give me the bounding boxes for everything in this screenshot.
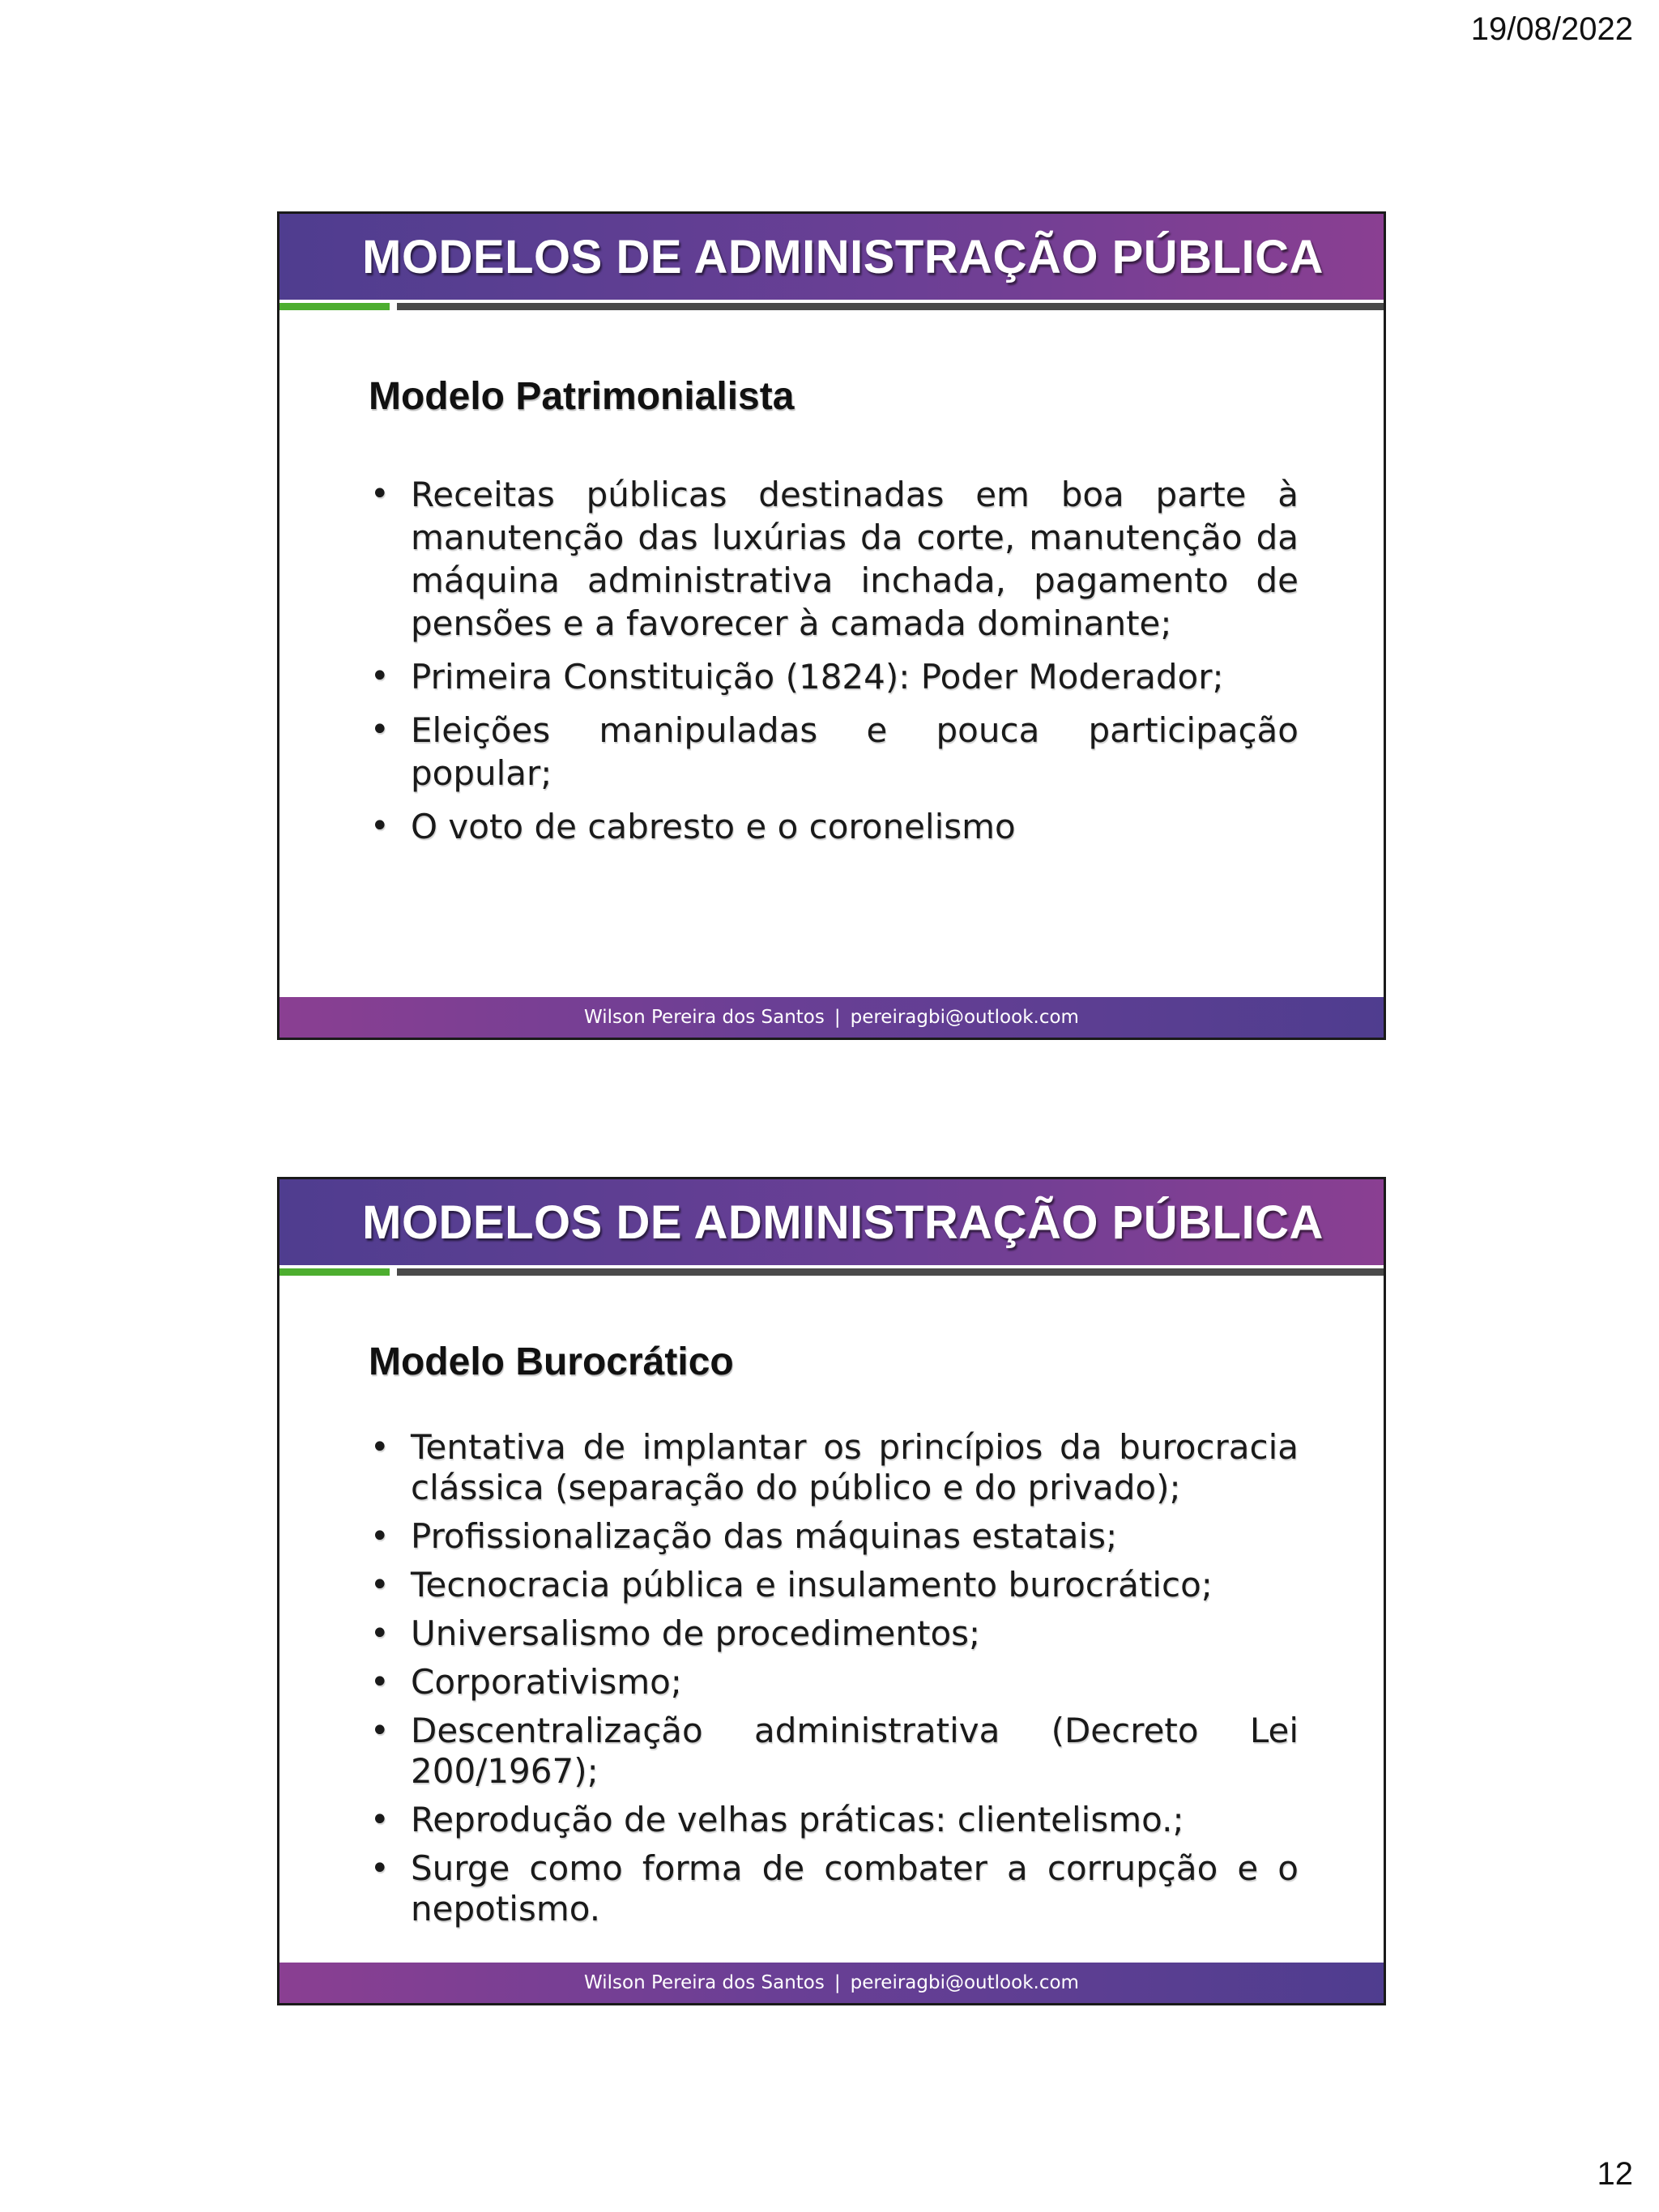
- slide-subtitle: Modelo Patrimonialista: [369, 375, 795, 418]
- page-date: 19/08/2022: [1470, 11, 1633, 47]
- accent-bar-green: [279, 303, 390, 310]
- bullet-item: • Primeira Constituição (1824): Poder Moderador;: [370, 657, 1224, 697]
- bullet-item: • Surge como forma de combater a corrupção e o nepotismo.: [370, 1848, 1299, 1929]
- slide-header: [279, 214, 1384, 300]
- bullet-icon: •: [370, 1615, 390, 1652]
- slide-burocratico: [277, 1177, 1386, 2005]
- bullet-item: • Corporativismo;: [370, 1662, 682, 1702]
- slide-subtitle: Modelo Burocrático: [369, 1340, 734, 1383]
- accent-bar-gray: [397, 303, 1384, 310]
- slide-title: MODELOS DE ADMINISTRAÇÃO PÚBLICA: [362, 230, 1324, 283]
- bullet-icon: •: [370, 475, 390, 513]
- accent-bar-green: [279, 1268, 390, 1276]
- footer-email: pereiragbi@outlook.com: [850, 1972, 1079, 1993]
- slide-header: [279, 1179, 1384, 1265]
- footer-author: Wilson Pereira dos Santos: [584, 1972, 825, 1993]
- bullet-icon: •: [370, 658, 390, 695]
- bullet-item: • Tecnocracia pública e insulamento burocrático;: [370, 1565, 1213, 1605]
- bullet-list: [369, 1427, 1299, 1937]
- bullet-icon: •: [370, 711, 390, 748]
- footer-separator: |: [834, 1972, 841, 1993]
- bullet-item: • Universalismo de procedimentos;: [370, 1613, 981, 1653]
- page-number: 12: [1597, 2156, 1633, 2192]
- bullet-icon: •: [370, 1518, 390, 1555]
- footer-email: pereiragbi@outlook.com: [850, 1007, 1079, 1028]
- accent-bar-gray: [397, 1268, 1384, 1276]
- slide-footer: [279, 1963, 1384, 2003]
- slide-patrimonialista: [277, 211, 1386, 1040]
- bullet-item: • Reprodução de velhas práticas: clientelismo.;: [370, 1800, 1184, 1839]
- bullet-item: • Receitas públicas destinadas em boa parte à manutenção das luxúrias da corte, manutenção da máquina administrativa inchada, pagamento de pensões e a favorecer à camada dominante;: [370, 475, 1299, 643]
- footer-separator: |: [834, 1007, 841, 1028]
- bullet-item: • Descentralização administrativa (Decreto Lei 200/1967);: [370, 1711, 1299, 1791]
- bullet-list: [369, 473, 1299, 859]
- bullet-icon: •: [370, 808, 390, 845]
- slide-title: MODELOS DE ADMINISTRAÇÃO PÚBLICA: [362, 1196, 1324, 1249]
- bullet-icon: •: [370, 1664, 390, 1701]
- bullet-icon: •: [370, 1566, 390, 1604]
- bullet-item: • Profissionalização das máquinas estatais;: [370, 1516, 1118, 1556]
- bullet-icon: •: [370, 1801, 390, 1839]
- footer-author: Wilson Pereira dos Santos: [584, 1007, 825, 1028]
- bullet-item: • O voto de cabresto e o coronelismo: [370, 807, 1016, 846]
- bullet-item: • Eleições manipuladas e pouca participação popular;: [370, 710, 1299, 793]
- bullet-icon: •: [370, 1429, 390, 1466]
- bullet-icon: •: [370, 1850, 390, 1887]
- slide-footer: [279, 997, 1384, 1038]
- bullet-item: • Tentativa de implantar os princípios da burocracia clássica (separação do público e do privado);: [370, 1427, 1299, 1507]
- bullet-icon: •: [370, 1712, 390, 1750]
